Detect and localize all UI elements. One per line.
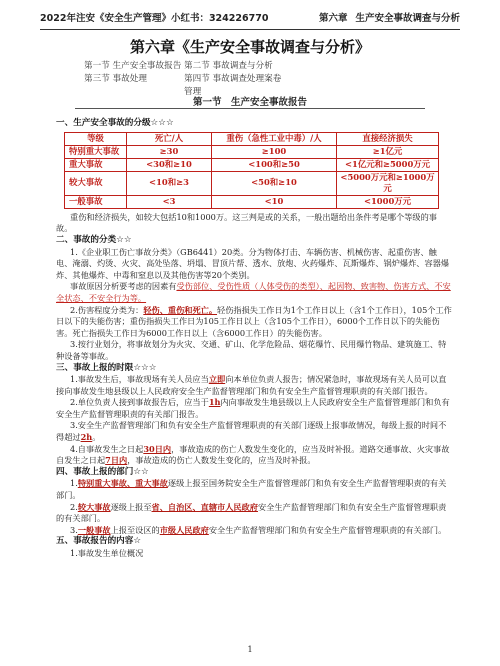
toc-item: 第三节 事故处理 [84,74,147,84]
toc-item: 第一节 生产安全事故报告 [84,61,182,71]
table-cell: <10和≥3 [127,171,212,195]
heading-report-content: 五、事故报告的内容☆ [56,536,142,547]
highlight: 一般事故 [77,524,111,535]
section-divider [75,108,425,109]
table-cell: <1亿元和≥5000万元 [337,158,439,171]
highlight: 2h [80,432,93,443]
heading-report-deadline: 三、事故上报的时限☆☆☆ [56,362,157,373]
table-cell: <10 [212,195,337,208]
paragraph: 1.事故发生后，事故现场有关人员应当立即向本单位负责人报告；情况紧急时，事故现场有关人员可以直接向事故发生地县级以上人民政府安全生产监督管理部门和负有安全生产监督管理职责的有关部门报告。 [56,374,447,396]
table-header: 等级 [65,132,127,145]
header-right [311,10,460,24]
paragraph: 2.较大事故逐级上报至省、自治区、直辖市人民政府安全生产监督管理部门和负有安全生产监督管理职责的有关部门。 [56,501,447,524]
paragraph: 3.安全生产监督管理部门和负有安全生产监督管理职责的有关部门逐级上报事故情况，每级上报的时间不得超过2h。 [56,420,447,443]
toc-item: 第四节 事故调查处理案卷管理 [184,74,282,97]
paragraph: 2.单位负责人接到事故报告后，应当于1h内向事故发生地县级以上人民政府安全生产监督管理部门和负有安全生产监督管理职责的有关部门报告。 [56,397,450,419]
toc-row [84,60,284,73]
chapter-title: 第六章《生产安全事故调查与分析》 [129,38,370,56]
paragraph: 3.按行业划分，将事故划分为火灾、交通、矿山、化学危险品、烟花爆竹、民用爆竹物品、建筑施工、特种设备等事故。 [56,339,447,361]
accident-grade-table [64,132,439,209]
heading-accident-grades: 一、生产安全事故的分级☆☆☆ [56,118,174,128]
highlight: 30日内 [143,443,172,454]
table-cell: <50和≥10 [212,171,337,195]
page-number: 1 [247,645,253,654]
highlight: 特别重大事故、重大事故 [77,478,168,489]
highlight: 较大事故 [77,501,111,512]
document-body [56,118,452,560]
table-cell: 重大事故 [65,158,127,171]
table-cell: ≥100 [212,145,337,158]
paragraph: 1.特别重大事故、重大事故逐级上报至国务院安全生产监督管理部门和负有安全生产监督管理职责的有关部门。 [56,478,447,501]
table-cell: <1000万元 [337,195,439,208]
page-header [40,10,460,30]
table-cell: <30和≥10 [127,158,212,171]
paragraph: 1.事故发生单位概况 [70,548,144,558]
paragraph: 事故原因分析要考虑的因素有受伤部位、受伤性质（人体受伤的类型）、起因物、致害物、伤害方式、不安全状态、不安全行为等。 [56,281,451,303]
table-row [65,158,439,171]
paragraph: 2.伤害程度分类为：轻伤、重伤和死亡。轻伤指损失工作日为1个工作日以上（含1个工作日），105个工作日以下的失能伤害；重伤指损失工作日为105工作日以上（含105个工作日），6000个工作日以下的失能伤害。死亡指损失工作日为6000工作日以上（含6000工作日）的失能伤害。 [56,304,452,338]
highlight: 立即 [208,374,226,385]
table-cell: <5000万元和≥1000万元 [337,171,439,195]
table-cell: <3 [127,195,212,208]
table-header: 重伤（急性工业中毒）/人 [212,132,337,145]
table-row [65,195,439,208]
table-cell: 特别重大事故 [65,145,127,158]
header-topic: 生产安全事故调查与分析 [355,13,460,24]
highlight: 省、自治区、直辖市人民政府 [151,501,258,512]
table-cell: <100和≥50 [212,158,337,171]
table-header: 死亡/人 [127,132,212,145]
paragraph: 3.一般事故上报至设区的市级人民政府安全生产监督管理部门和负有安全生产监督管理职责的有关部门。 [70,524,447,535]
highlight: 受伤部位、受伤性质（人体受伤的类型）、起因物、致害物、伤害方式、不安全状态、不安全行为等。 [56,281,451,303]
highlight: 7日内 [105,455,128,466]
highlight: 轻伤、重伤和死亡。 [143,304,218,315]
table-cell: ≥1亿元 [337,145,439,158]
paragraph: 4.自事故发生之日起30日内，事故造成的伤亡人数发生变化的，应当及时补报。道路交通事故、火灾事故自发生之日起7日内，事故造成的伤亡人数发生变化的，应当及时补报。 [56,443,450,466]
heading-report-department: 四、事故上报的部门☆☆ [56,466,149,477]
table-header: 直接经济损失 [337,132,439,145]
table-note: 重伤和经济损失，如较大包括10和1000万。这三判是或的关系，一般出题给出条件考是哪个等级的事故。 [56,211,437,234]
table-row [65,145,439,158]
section-title: 第一节 生产安全事故报告 [192,97,307,108]
table-cell: 一般事故 [65,195,127,208]
header-chapter: 第六章 [318,13,348,24]
table-cell: ≥30 [127,145,212,158]
table-header-row [65,132,439,145]
paragraph: 1.《企业职工伤亡事故分类》（GB6441）20类。分为物体打击、车辆伤害、机械伤害、起重伤害、触电、淹溺、灼烫、火灾、高处坠落、坍塌、冒顶片帮、透水、放炮、火药爆炸、瓦斯爆炸、锅炉爆炸、容器爆炸、其他爆炸、中毒和窒息以及其他伤害等20个类别。 [56,246,450,280]
header-source: 2022年注安《安全生产管理》小红书：324226770 [40,13,269,24]
highlight: 1h [208,397,221,408]
table-cell: 较大事故 [65,171,127,195]
heading-accident-types: 二、事故的分类☆☆ [56,234,132,245]
toc-item: 第二节 事故调查与分析 [184,61,273,71]
highlight: 市级人民政府 [159,524,209,535]
table-row [65,171,439,195]
